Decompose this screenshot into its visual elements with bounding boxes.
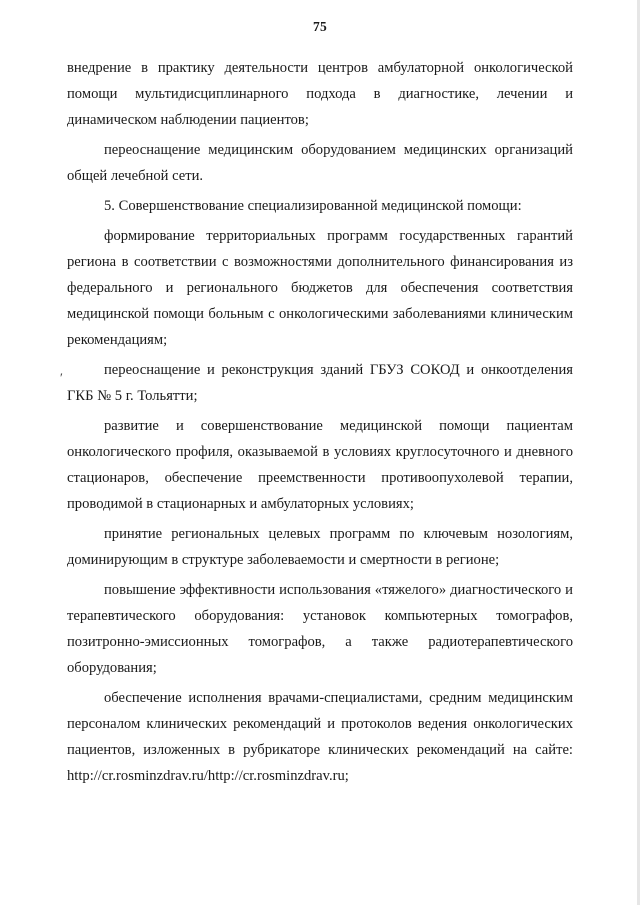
paragraph-2: переоснащение медицинским оборудованием медицинских организаций общей лечебной сети.: [67, 142, 573, 184]
paragraph-5: переоснащение и реконструкция зданий ГБУЗ СОКОД и онкоотделения: [104, 362, 573, 378]
paragraph-1: внедрение в практику деятельности центров амбулаторной онкологической помощи мультидисциплинарного подхода в диагностике, лечении и динамическом наблюдении пациентов;: [67, 60, 573, 128]
pen-mark: ʹ: [60, 370, 63, 385]
paragraph-4: формирование территориальных программ государственных гарантий региона в соответствии с возможностями дополнительного финансирования из федерального и регионального бюджетов для обеспечения соответствия медицинской помощи больным с онкологическими заболеваниями клиническим рекомендациям;: [67, 228, 573, 348]
paragraph-3: 5. Совершенствование специализированной медицинской помощи:: [104, 198, 522, 214]
paragraph-9: обеспечение исполнения врачами-специалистами, средним медицинским персоналом клинических рекомендаций и протоколов ведения онкологических пациентов, изложенных в рубрикаторе клинических рекомендаций на сайте: http://cr.rosminzdrav.ru/http://cr.rosminzdrav.ru;: [67, 690, 573, 784]
paragraph-8: повышение эффективности использования «тяжелого» диагностического и терапевтического оборудования: установок компьютерных томографов, позитронно-эмиссионных томографов, а также радиотерапевтического оборудования;: [67, 582, 573, 676]
paragraph-7: принятие региональных целевых программ по ключевым нозологиям, доминирующим в структуре заболеваемости и смертности в регионе;: [67, 526, 573, 568]
document-body: [67, 55, 573, 793]
page-number: 75: [312, 19, 328, 34]
paragraph-6: развитие и совершенствование медицинской помощи пациентам онкологического профиля, оказываемой в условиях круглосуточного и дневного стационаров, обеспечение преемственности противоопухолевой терапии, проводимой в стационарных и амбулаторных условиях;: [67, 418, 573, 512]
paragraph-5-continuation: ГКБ № 5 г. Тольятти;: [67, 388, 198, 404]
